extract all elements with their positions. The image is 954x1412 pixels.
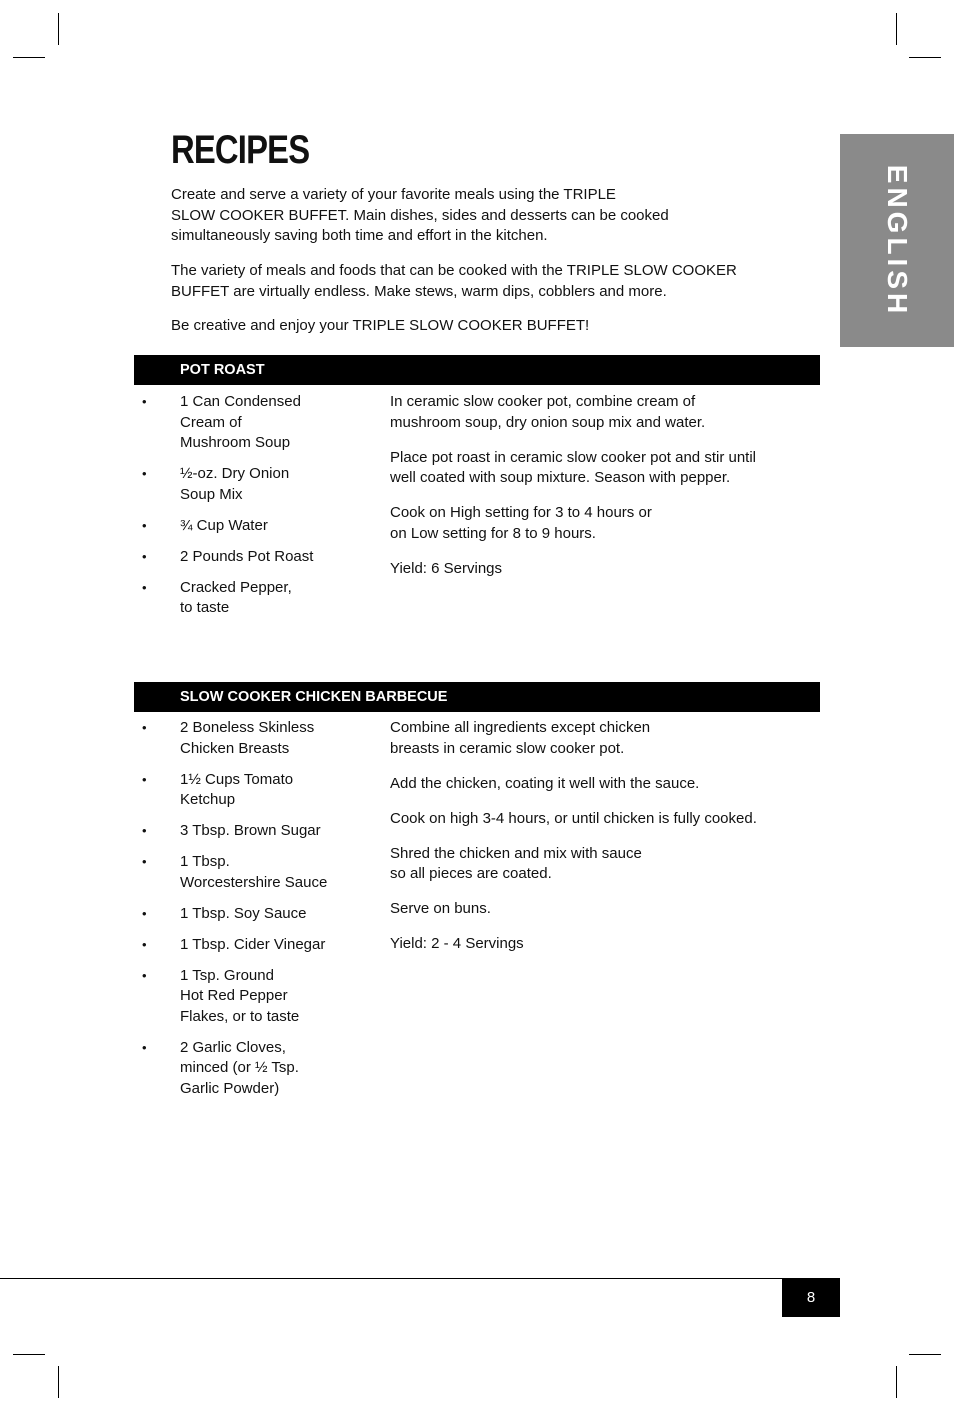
ingredient-list [134, 718, 364, 1110]
instruction-step: Serve on buns. [390, 900, 491, 917]
crop-mark [58, 13, 59, 45]
page-number: 8 [782, 1278, 840, 1317]
instruction-step: Shred the chicken and mix with sauce so all pieces are coated. [390, 844, 642, 882]
instruction-step: Cook on high 3-4 hours, or until chicken is fully cooked. [390, 809, 757, 827]
instruction-step: Add the chicken, coating it well with the sauce. [390, 774, 700, 792]
instruction-step: Cook on High setting for 3 to 4 hours or on Low setting for 8 to 9 hours. [390, 504, 652, 542]
crop-mark [58, 1366, 59, 1398]
recipe-title: SLOW COOKER CHICKEN BARBECUE [180, 689, 448, 705]
intro-paragraph: Create and serve a variety of your favorite meals using the TRIPLE SLOW COOKER BUFFET. Main dishes, sides and desserts can be cooked simultaneously saving both time and effort in the kitchen. [171, 186, 669, 244]
ingredient-item: • 1½ Cups Tomato Ketchup [134, 770, 364, 811]
intro-paragraph: Be creative and enjoy your TRIPLE SLOW COOKER BUFFET! [171, 317, 590, 334]
language-tab [840, 134, 954, 347]
intro-paragraph: The variety of meals and foods that can be cooked with the TRIPLE SLOW COOKER BUFFET are virtually endless. Make stews, warm dips, cobblers and more. [171, 262, 737, 300]
ingredient-list [134, 392, 364, 629]
crop-mark [13, 1354, 45, 1355]
recipe-title-bar [134, 682, 820, 712]
ingredient-item: • 1 Tsp. Ground Hot Red Pepper Flakes, or to taste [134, 966, 364, 1028]
ingredient-item: • 1 Can Condensed Cream of Mushroom Soup [134, 392, 364, 454]
instruction-step: Yield: 6 Servings [390, 559, 503, 577]
ingredient-item: • ½-oz. Dry Onion Soup Mix [134, 464, 364, 505]
recipe-title-bar [134, 355, 820, 385]
recipe-title: POT ROAST [180, 362, 265, 378]
ingredient-item: • 3 Tbsp. Brown Sugar [134, 821, 364, 842]
ingredient-item: • 2 Pounds Pot Roast [134, 547, 364, 568]
instruction-step: Combine all ingredients except chicken breasts in ceramic slow cooker pot. [390, 719, 651, 757]
instruction-step: In ceramic slow cooker pot, combine cream of mushroom soup, dry onion soup mix and water. [390, 393, 706, 431]
crop-mark [909, 1354, 941, 1355]
crop-mark [13, 57, 45, 58]
instruction-list [390, 718, 810, 969]
crop-mark [896, 13, 897, 45]
instruction-list [390, 392, 810, 594]
crop-mark [909, 57, 941, 58]
ingredient-item: • 1 Tbsp. Worcestershire Sauce [134, 852, 364, 893]
ingredient-item: • 1 Tbsp. Soy Sauce [134, 904, 364, 925]
footer-rule [0, 1278, 782, 1279]
instruction-step: Yield: 2 - 4 Servings [390, 935, 524, 952]
ingredient-item: • ¾ Cup Water [134, 516, 364, 537]
language-tab-label: ENGLISH [882, 164, 913, 317]
ingredient-item: • Cracked Pepper, to taste [134, 578, 364, 619]
ingredient-item: • 2 Garlic Cloves, minced (or ½ Tsp. Garlic Powder) [134, 1038, 364, 1100]
ingredient-item: • 1 Tbsp. Cider Vinegar [134, 935, 364, 956]
page-title: RECIPES [171, 128, 310, 172]
crop-mark [896, 1366, 897, 1398]
ingredient-item: • 2 Boneless Skinless Chicken Breasts [134, 718, 364, 759]
instruction-step: Place pot roast in ceramic slow cooker pot and stir until well coated with soup mixture. Season with pepper. [390, 448, 756, 486]
